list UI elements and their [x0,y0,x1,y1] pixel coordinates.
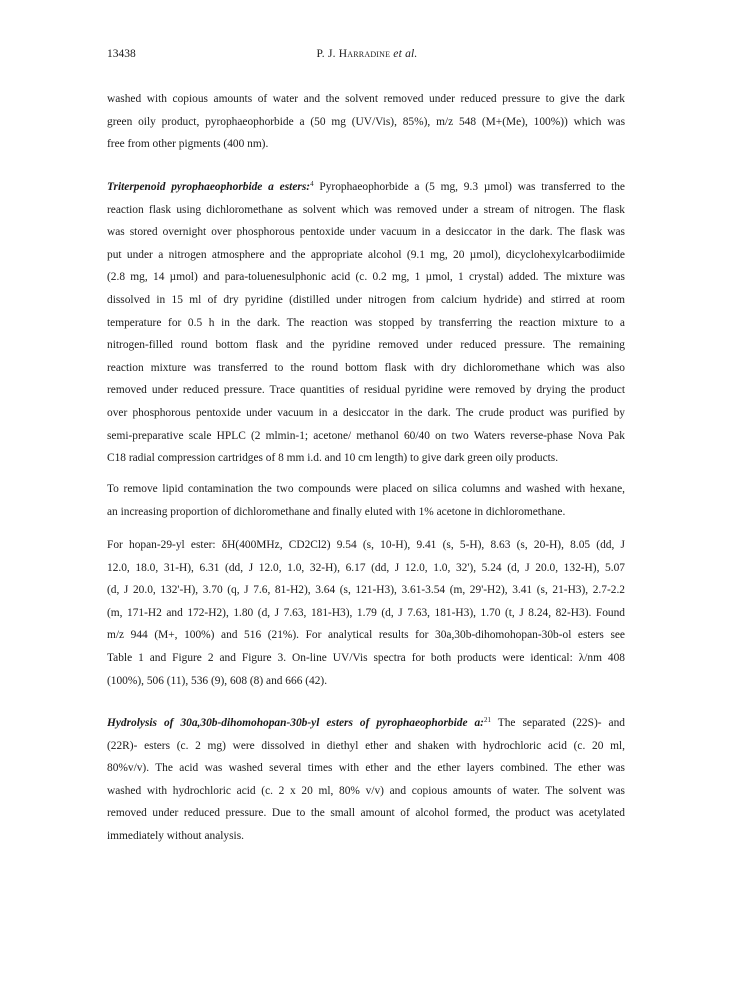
text-line: green oily product, pyrophaeophorbide a (50 mg (UV/Vis), 85%), m/z 548 (M+(Me), 100%)) which was [107,115,625,128]
author-header: P. J. Harradine et al. [316,48,418,60]
text-line: removed under reduced pressure. Due to the small amount of alcohol formed, the product was acetylated [107,807,625,820]
text-line: reaction flask using dichloromethane as solvent which was removed under a stream of nitrogen. The flask [107,203,625,216]
reference-mark: 4 [310,180,314,188]
paragraph [107,534,625,692]
text-line: put under a nitrogen atmosphere and the appropriate alcohol (9.1 mg, 20 µmol), dicyclohexylcarbodiimide [107,248,625,261]
paragraph [107,176,625,470]
text-line: nitrogen-filled round bottom flask and the pyridine removed under reduced pressure. The remaining [107,339,625,352]
paragraph-triterpenoid-esters [107,176,625,470]
text-line: (22R)- esters (c. 2 mg) were dissolved in diethyl ether and shaken with hydrochloric acid (c. 20 ml, [107,739,625,752]
text-line: semi-preparative scale HPLC (2 mlmin-1; acetone/ methanol 60/40 on two Waters reverse-phase Nova Pak [107,429,625,442]
text-line: an increasing proportion of dichloromethane and finally eluted with 1% acetone in dichloromethane. [107,505,566,518]
text-line: washed with hydrochloric acid (c. 2 x 20 ml, 80% v/v) and copious amounts of water. The solvent was [107,784,625,797]
text-line: 12.0, 18.0, 31-H), 6.31 (dd, J 12.0, 1.0, 32-H), 6.17 (dd, J 12.0, 1.0, 32'), 5.24 (d, J 20.0, 132-H), 5.07 [107,561,625,574]
text-line: temperature for 0.5 h in the dark. The reaction was stopped by transferring the reaction mixture to a [107,316,625,329]
text-line: was stored overnight over phosphorous pentoxide under vacuum in a desiccator in the dark. The flask was [107,226,625,239]
text-line: washed with copious amounts of water and the solvent removed under reduced pressure to give the dark [107,93,625,105]
text-line: (100%), 506 (11), 536 (9), 608 (8) and 666 (42). [107,674,328,687]
section-lead: Hydrolysis of 30a,30b-dihomohopan-30b-yl esters of pyrophaeophorbide a: [107,717,484,729]
text-line: dissolved in 15 ml of dry pyridine (distilled under nitrogen from calcium hydride) and stirred at room [107,293,625,306]
paragraph-lipid-removal [107,478,625,523]
text-line: m/z 944 (M+, 100%) and 516 (21%). For analytical results for 30a,30b-dihomohopan-30b-ol esters see [107,629,625,642]
section-lead: Triterpenoid pyrophaeophorbide a esters: [107,181,311,193]
text-line: over phosphorous pentoxide under vacuum in a desiccator in the dark. The crude product was purified by [107,406,625,419]
paragraph [107,478,625,523]
reference-mark: 21 [483,716,491,724]
paragraph [107,88,625,156]
paragraph-continuation [107,88,625,156]
page-number: 13438 [107,48,136,60]
text-line: (m, 171-H2 and 172-H2), 1.80 (d, J 7.63, 181-H3), 1.79 (d, J 7.63, 181-H3), 1.70 (t, J 8.24, 82-H3). Found [107,606,625,619]
paragraph-hydrolysis [107,712,625,848]
paragraph-nmr-data [107,534,625,692]
text-line: 80%v/v). The acid was washed several times with ether and the ether layers combined. The ether was [107,762,625,775]
text-line: For hopan-29-yl ester: δH(400MHz, CD2Cl2) 9.54 (s, 10-H), 9.41 (s, 5-H), 8.63 (s, 20-H), 8.05 (dd, J [107,539,625,551]
text-line: C18 radial compression cartridges of 8 mm i.d. and 10 cm length) to give dark green oily products. [107,452,559,465]
text-line: immediately without analysis. [107,829,244,842]
paragraph [107,712,625,848]
text-line: removed under reduced pressure. Trace quantities of residual pyridine were removed by drying the product [107,384,625,397]
text-line: Hydrolysis of 30a,30b-dihomohopan-30b-yl esters of pyrophaeophorbide a:$^{21}$ The separated (22S)- and [107,716,625,729]
text-line: Table 1 and Figure 2 and Figure 3. On-line UV/Vis spectra for both products were identical: λ/nm 408 [107,651,625,664]
text-line: free from other pigments (400 nm). [107,138,269,151]
text-line: Triterpenoid pyrophaeophorbide a esters:$^4$ Pyrophaeophorbide a (5 mg, 9.3 µmol) was transferred to the [107,180,625,193]
text-line: (2.8 mg, 14 µmol) and para-toluenesulphonic acid (c. 0.2 mg, 1 µmol, 1 crystal) added. The mixture was [107,271,625,284]
text-line: (d, J 20.0, 132'-H), 3.70 (q, J 7.6, 81-H2), 3.64 (s, 121-H3), 3.61-3.54 (m, 29'-H2), 3.41 (s, 21-H3), 2.7-2.2 [107,584,625,597]
text-line: To remove lipid contamination the two compounds were placed on silica columns and washed with hexane, [107,483,625,495]
text-line: reaction mixture was transferred to the round bottom flask with dry dichloromethane which was also [107,361,625,374]
